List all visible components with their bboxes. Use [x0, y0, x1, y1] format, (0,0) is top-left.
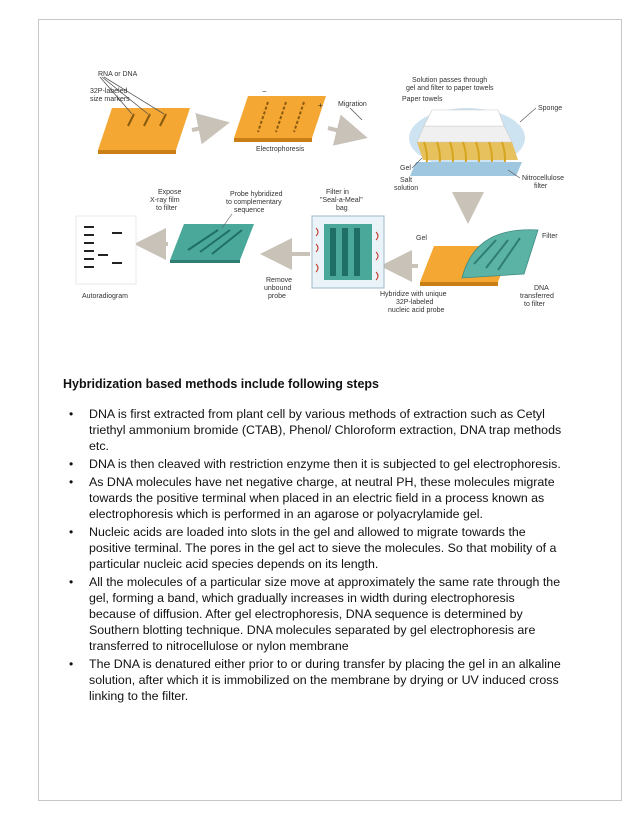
label-remove-3: probe	[268, 293, 286, 300]
step-text: As DNA molecules have net negative charge, at neutral PH, these molecules migrate towards the positive terminal when placed in an electric field in a process known as electrophoresis which is performed in an agarose or polyacrylamide gel.	[89, 475, 555, 521]
label-dna-transferred-3: to filter	[524, 301, 546, 308]
step-item	[63, 406, 563, 454]
southern-blot-figure	[72, 68, 580, 328]
arrow-to-electrophoresis	[192, 124, 222, 130]
bullet-icon: •	[69, 575, 74, 589]
label-expose-2: X-ray film	[150, 197, 180, 204]
probe-hybridized-filter	[170, 224, 254, 263]
bullet-icon: •	[69, 525, 74, 539]
label-rna-dna: RNA or DNA	[98, 71, 138, 78]
label-filter-in-2: "Seal-a-Meal"	[320, 197, 363, 204]
label-hybridize-2: 32P-labeled	[396, 299, 434, 306]
label-markers-1: 32P-labeled	[90, 88, 128, 95]
label-salt-1: Salt	[400, 177, 413, 184]
label-salt-2: solution	[394, 185, 419, 192]
label-filter-in-3: bag	[336, 205, 348, 212]
svg-text:+: +	[318, 101, 323, 110]
step-item	[63, 474, 563, 522]
arrow-to-blotting	[328, 128, 360, 136]
label-autoradiogram: Autoradiogram	[82, 293, 128, 300]
label-hybridize-1: Hybridize with unique	[380, 291, 447, 298]
bullet-icon: •	[69, 475, 74, 489]
label-hybridize-3: nucleic acid probe	[388, 307, 445, 314]
svg-text:−: −	[262, 87, 267, 96]
step-text: The DNA is denatured either prior to or during transfer by placing the gel in an alkaline solution, after which it is immobilized on the membrane by drying or UV induced cross linking to the filter.	[89, 657, 561, 703]
label-probe-2: to complementary	[226, 199, 282, 206]
label-nitro-1: Nitrocellulose	[522, 175, 565, 182]
label-filter: Filter	[542, 233, 558, 240]
gel-electrophoresis	[234, 87, 326, 142]
label-probe-3: sequence	[234, 207, 265, 214]
step-text: Nucleic acids are loaded into slots in the gel and allowed to migrate towards the positive terminal. The pores in the gel act to sieve the molecules. So that mobility of a particular nucleic acid species depends on its length.	[89, 525, 557, 571]
label-expose-1: Expose	[158, 189, 182, 196]
step-text: DNA is then cleaved with restriction enzyme then it is subjected to gel electrophoresis.	[89, 457, 561, 471]
label-probe-1: Probe hybridized	[230, 191, 283, 198]
bullet-icon: •	[69, 657, 74, 671]
label-solution-2: gel and filter to paper towels	[406, 85, 494, 92]
label-migration: Migration	[338, 101, 367, 108]
label-sponge: Sponge	[538, 105, 563, 112]
label-electrophoresis: Electrophoresis	[256, 146, 305, 153]
step-item	[63, 524, 563, 572]
step-text: All the molecules of a particular size move at approximately the same rate through the gel, forming a band, which gradually increases in width during electrophoresis because of diffusion. After gel electrophoresis, DNA sequence is determined by Southern blotting technique. DNA molecules separated by gel electrophoresis are transferred to nitrocellulose or nylon membrane	[89, 575, 561, 653]
label-paper-towels: Paper towels	[402, 96, 443, 103]
bullet-icon: •	[69, 457, 74, 471]
steps-list	[63, 406, 563, 706]
label-remove-1: Remove	[266, 277, 293, 284]
autoradiogram-film	[76, 216, 136, 284]
label-remove-2: unbound	[264, 285, 292, 292]
label-nitro-2: filter	[534, 183, 548, 190]
label-markers-2: size markers	[90, 96, 130, 103]
label-gel: Gel	[400, 165, 411, 172]
step-item	[63, 574, 563, 654]
step-text: DNA is first extracted from plant cell by various methods of extraction such as Cetyl triethyl ammonium bromide (CTAB), Phenol/ Chloroform extraction, DNA trap methods etc.	[89, 407, 562, 453]
bullet-icon: •	[69, 407, 74, 421]
label-expose-3: to filter	[156, 205, 178, 212]
blotting-stack	[409, 108, 525, 176]
label-dna-transferred-2: transferred	[520, 293, 554, 300]
gel-and-filter	[420, 230, 538, 286]
label-solution-1: Solution passes through	[412, 77, 488, 84]
label-filter-in-1: Filter in	[326, 189, 349, 196]
label-dna-transferred-1: DNA	[534, 285, 549, 292]
seal-a-meal-bag	[312, 216, 384, 288]
southern-blot-diagram	[72, 68, 580, 328]
section-heading: Hybridization based methods include following steps	[63, 377, 380, 391]
step-item	[63, 656, 563, 704]
label-gel-2: Gel	[416, 235, 427, 242]
step-item	[63, 456, 563, 472]
